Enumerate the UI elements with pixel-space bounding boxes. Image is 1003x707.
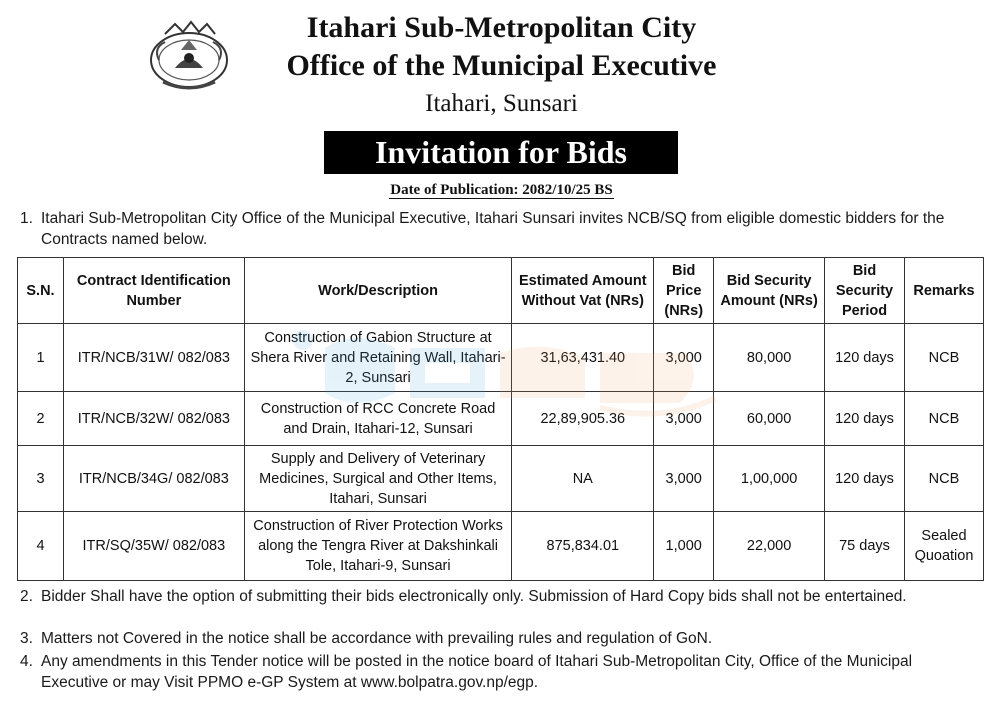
cell-contract-id: ITR/NCB/31W/ 082/083 [63,324,244,392]
intro-text: Itahari Sub-Metropolitan City Office of the Municipal Executive, Itahari Sunsari invites NCB/SQ from eligible domestic bidders for the Contracts named below. [41,210,945,248]
cell-work-description: Supply and Delivery of Veterinary Medicines, Surgical and Other Items, Itahari, Sunsari [244,446,512,512]
cell-remarks: NCB [904,324,983,392]
cell-work-description: Construction of RCC Concrete Road and Drain, Itahari-12, Sunsari [244,392,512,446]
cell-bid-security-period: 75 days [825,512,905,581]
table-row [18,512,984,581]
cell-estimated-amount: NA [512,446,654,512]
cell-estimated-amount: 875,834.01 [512,512,654,581]
table-row [18,446,984,512]
note-paragraph [20,651,980,693]
note-paragraph [20,628,980,649]
cell-bid-price: 1,000 [654,512,714,581]
header-remarks: Remarks [904,258,983,324]
cell-work-description: Construction of Gabion Structure at Shera River and Retaining Wall, Itahari-2, Sunsari [244,324,512,392]
note-number: 2. [20,588,33,605]
cell-bid-security-period: 120 days [825,324,905,392]
header-bid-security-period: Bid Security Period [825,258,905,324]
cell-remarks: Sealed Quoation [904,512,983,581]
cell-sn: 2 [18,392,64,446]
note-text: Any amendments in this Tender notice will be posted in the notice board of Itahari Sub-Metropolitan City, Office of the Municipal Executive or may Visit PPMO e-GP System at www.bolpatra.gov.np/egp. [41,653,913,691]
table-row [18,324,984,392]
office-name-line2: Office of the Municipal Executive [286,49,717,82]
cell-contract-id: ITR/NCB/34G/ 082/083 [63,446,244,512]
cell-bid-security-amount: 1,00,000 [714,446,825,512]
header-work-description: Work/Description [244,258,512,324]
cell-bid-price: 3,000 [654,324,714,392]
note-text: Matters not Covered in the notice shall be accordance with prevailing rules and regulation of GoN. [41,630,713,647]
intro-paragraph [20,208,980,250]
cell-bid-price: 3,000 [654,446,714,512]
office-location: Itahari, Sunsari [425,90,578,117]
table-row [18,392,984,446]
cell-bid-security-amount: 22,000 [714,512,825,581]
header-contract-id: Contract Identification Number [63,258,244,324]
note-number: 3. [20,630,33,647]
note-paragraph [20,586,980,607]
cell-remarks: NCB [904,392,983,446]
header-bid-price: Bid Price (NRs) [654,258,714,324]
cell-sn: 1 [18,324,64,392]
cell-contract-id: ITR/NCB/32W/ 082/083 [63,392,244,446]
publication-date-text: Date of Publication: 2082/10/25 BS [390,182,613,198]
cell-estimated-amount: 22,89,905.36 [512,392,654,446]
cell-sn: 4 [18,512,64,581]
bids-table [17,257,984,581]
note-number: 4. [20,653,33,670]
table-header-row [18,258,984,324]
notice-title-banner: Invitation for Bids [324,131,678,174]
publication-date [0,181,1003,199]
cell-contract-id: ITR/SQ/35W/ 082/083 [63,512,244,581]
cell-bid-security-period: 120 days [825,392,905,446]
cell-bid-price: 3,000 [654,392,714,446]
header-estimated-amount: Estimated Amount Without Vat (NRs) [512,258,654,324]
header-bid-security-amount: Bid Security Amount (NRs) [714,258,825,324]
cell-bid-security-period: 120 days [825,446,905,512]
cell-estimated-amount: 31,63,431.40 [512,324,654,392]
header-sn: S.N. [18,258,64,324]
office-name-line1: Itahari Sub-Metropolitan City [306,11,697,44]
cell-bid-security-amount: 60,000 [714,392,825,446]
intro-number: 1. [20,210,33,227]
cell-bid-security-amount: 80,000 [714,324,825,392]
note-text: Bidder Shall have the option of submitting their bids electronically only. Submission of Hard Copy bids shall not be entertained. [41,588,907,605]
cell-sn: 3 [18,446,64,512]
cell-work-description: Construction of River Protection Works along the Tengra River at Dakshinkali Tole, Itahari-9, Sunsari [244,512,512,581]
cell-remarks: NCB [904,446,983,512]
